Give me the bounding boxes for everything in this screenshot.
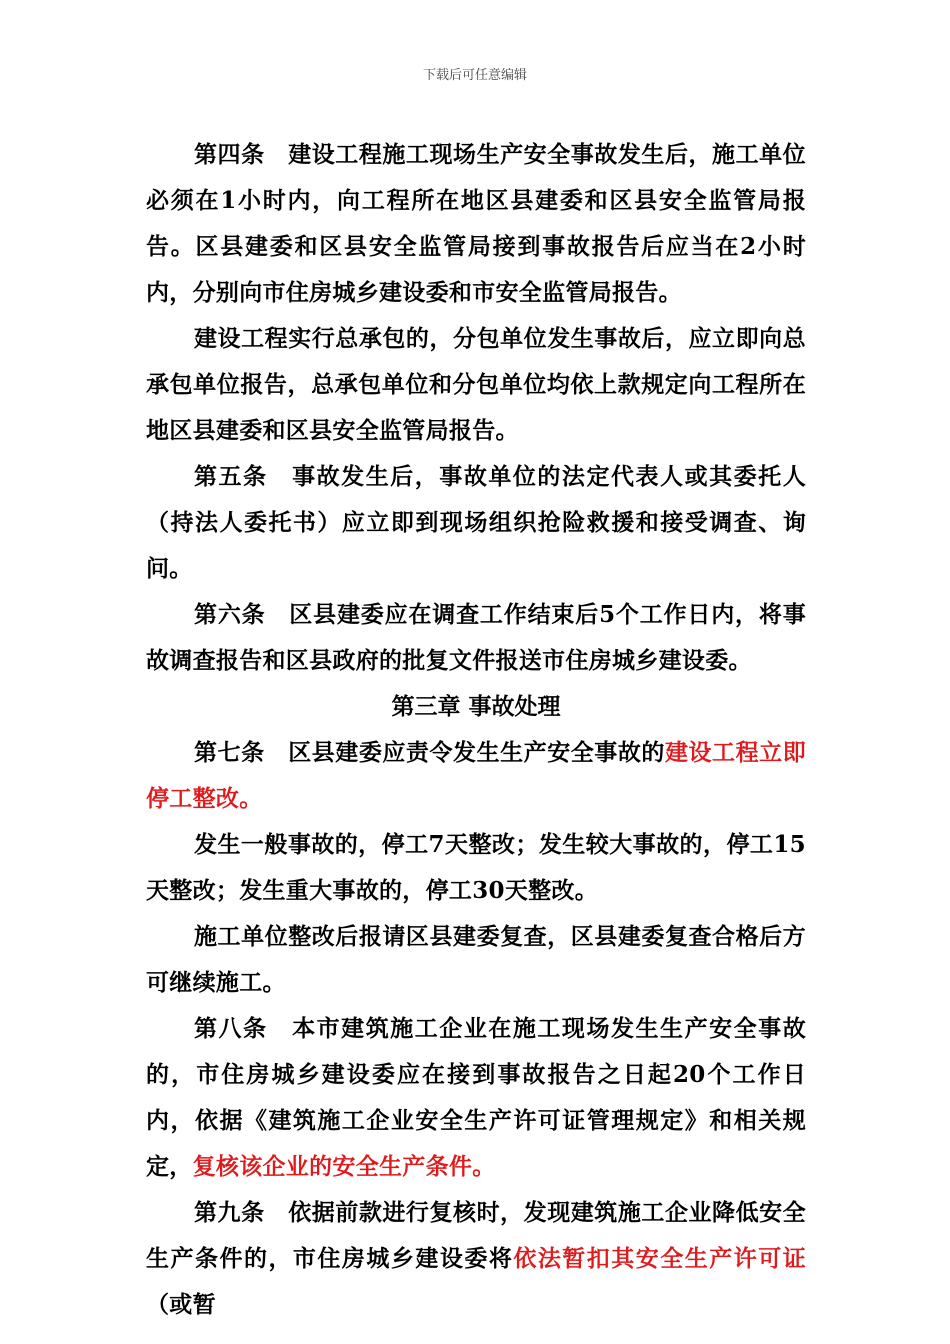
article-9-paragraph <box>146 1190 806 1328</box>
article-5-paragraph: 第五条 事故发生后，事故单位的法定代表人或其委托人（持法人委托书）应立即到现场组织抢险救援和接受调查、询问。 <box>146 463 806 582</box>
page-header: 下载后可任意编辑 <box>422 68 527 83</box>
article-8-highlight: 复核该企业的安全生产条件。 <box>192 1153 496 1180</box>
chapter-heading: 第三章 事故处理 <box>391 693 561 720</box>
article-7-highlight: 建设工程立即停工整改。 <box>146 739 806 812</box>
article-8-paragraph <box>146 1006 806 1190</box>
document-body <box>146 132 806 1328</box>
article-8-text: 第八条 本市建筑施工企业在施工现场发生生产安全事故的，市住房城乡建设委应在接到事故报告之日起20个工作日内，依据《建筑施工企业安全生产许可证管理规定》和相关规定， <box>146 1015 806 1180</box>
article-4-paragraph: 第四条 建设工程施工现场生产安全事故发生后，施工单位必须在1小时内，向工程所在地区县建委和区县安全监管局报告。区县建委和区县安全监管局接到事故报告后应当在2小时内，分别向市住房城乡建设委和市安全监管局报告。 <box>146 141 806 306</box>
article-9-text: 第九条 依据前款进行复核时，发现建筑施工企业降低安全生产条件的，市住房城乡建设委将 <box>146 1199 806 1272</box>
article-9-tail: （或暂 <box>146 1291 216 1318</box>
subcontract-paragraph: 建设工程实行总承包的，分包单位发生事故后，应立即向总承包单位报告，总承包单位和分包单位均依上款规定向工程所在地区县建委和区县安全监管局报告。 <box>146 325 806 444</box>
article-6-paragraph: 第六条 区县建委应在调查工作结束后5个工作日内，将事故调查报告和区县政府的批复文件报送市住房城乡建设委。 <box>146 601 806 674</box>
suspension-periods-paragraph: 发生一般事故的，停工7天整改；发生较大事故的，停工15天整改；发生重大事故的，停工30天整改。 <box>146 831 806 904</box>
article-7-text: 第七条 区县建委应责令发生生产安全事故的 <box>194 739 665 766</box>
article-9-highlight: 依法暂扣其安全生产许可证 <box>513 1245 806 1272</box>
reinspection-paragraph: 施工单位整改后报请区县建委复查，区县建委复查合格后方可继续施工。 <box>146 923 806 996</box>
article-7-paragraph <box>146 730 806 822</box>
